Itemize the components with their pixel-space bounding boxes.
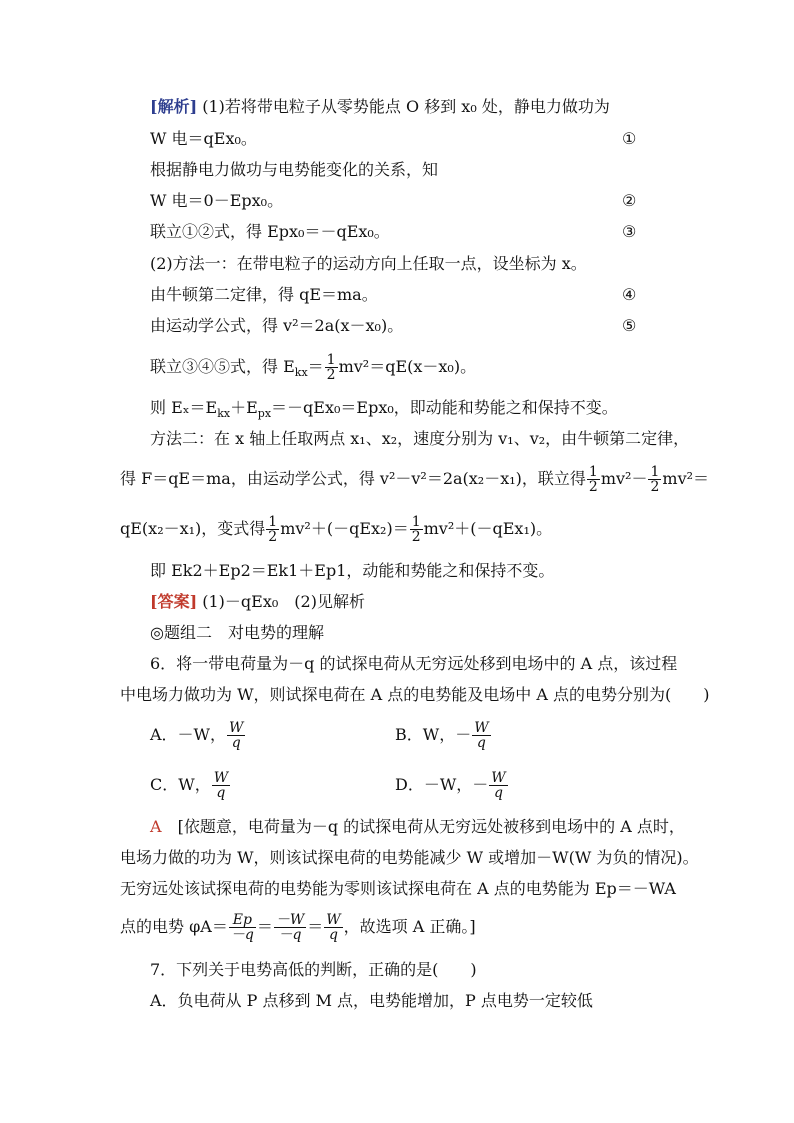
fraction-ep-over-neg-q: $\frac{Ep}{-q}$: [230, 912, 254, 943]
equation-3: 联立①②式，得 Epx₀＝－qEx₀。: [150, 222, 390, 241]
eq-number-3: ③: [622, 222, 637, 241]
method-two-equation: 得 F＝qE＝ma，由运动学公式，得 v²－v²＝2a(x₂－x₁)，联立得 $\frac{1}{2}$ mv²－ $\frac{1}{2}$ mv²＝: [120, 464, 710, 495]
fraction-half: $\frac{1}{2}$: [326, 352, 336, 383]
option-a: A．－W， $\frac{W}{q}$: [150, 720, 244, 751]
equation-1: W 电＝qEx₀。: [150, 129, 257, 148]
solution-line-1: A [依题意，电荷量为－q 的试探电荷从无穷远处被移到电场中的 A 点时，: [150, 817, 685, 836]
option-c: C．W， $\frac{W}{q}$: [150, 770, 229, 801]
answer-letter: A: [150, 817, 162, 836]
conclusion-line: 则 $E_x=E_{kx}+E_{px}=-qEx_0=Epx_0$，即动能和势能之和保持不变。: [150, 398, 618, 421]
fraction-half: $\frac{1}{2}$: [268, 514, 278, 545]
eq-number-4: ④: [622, 285, 637, 304]
fraction-half: $\frac{1}{2}$: [588, 464, 598, 495]
fraction-half: $\frac{1}{2}$: [650, 464, 660, 495]
fraction-w-over-q: $\frac{W}{q}$: [491, 770, 506, 801]
fraction-w-over-q: $\frac{W}{q}$: [213, 770, 229, 801]
transform-equation: qE(x₂－x₁)，变式得 $\frac{1}{2}$ mv²＋(－qEx₂)＝ $\frac{1}{2}$ mv²＋(－qEx₁)。: [120, 514, 553, 545]
combined-equation: 联立③④⑤式，得 $E_{kx}=$ $\frac{1}{2}$ mv²＝qE(x－x₀)。: [150, 352, 477, 383]
answer-line: [答案] (1)－qEx₀ (2)见解析: [150, 592, 365, 611]
text-line: 根据静电力做功与电势能变化的关系，知: [150, 160, 439, 179]
question-7: 7．下列关于电势高低的判断，正确的是( ): [150, 960, 477, 979]
analysis-tag: [解析]: [150, 97, 198, 116]
equation-4: 由牛顿第二定律，得 qE＝ma。: [150, 285, 378, 304]
fraction-neg-w-over-neg-q: $\frac{-W}{-q}$: [275, 912, 305, 943]
eq-number-2: ②: [622, 191, 637, 210]
question-7-option-a: A．负电荷从 P 点移到 M 点，电势能增加，P 点电势一定较低: [150, 991, 593, 1010]
solution-line-3: 无穷远处该试探电荷的电势能为零则该试探电荷在 A 点的电势能为 Ep＝－WA: [120, 879, 676, 898]
option-d: D．－W，－ $\frac{W}{q}$: [395, 770, 506, 801]
eq-number-5: ⑤: [622, 316, 637, 335]
question-6-line-1: 6．将一带电荷量为－q 的试探电荷从无穷远处移到电场中的 A 点，该过程: [150, 654, 678, 673]
method-two-line: 方法二：在 x 轴上任取两点 x₁、x₂，速度分别为 v₁、v₂，由牛顿第二定律，: [150, 429, 690, 448]
energy-conservation-line: 即 Ek2＋Ep2＝Ek1＋Ep1，动能和势能之和保持不变。: [150, 561, 555, 580]
fraction-w-over-q: $\frac{W}{q}$: [229, 720, 244, 751]
answer-tag: [答案]: [150, 592, 198, 611]
section-heading: ◎题组二 对电势的理解: [150, 623, 324, 642]
option-b: B．W，－ $\frac{W}{q}$: [395, 720, 489, 751]
solution-line-2: 电场力做的功为 W，则该试探电荷的电势能减少 W 或增加－W(W 为负的情况)。: [120, 848, 699, 867]
method-one-line: (2)方法一：在带电粒子的运动方向上任取一点，设坐标为 x。: [150, 254, 587, 273]
fraction-w-over-q: $\frac{W}{q}$: [326, 912, 341, 943]
solution-line-4: 点的电势 φA＝ $\frac{Ep}{-q}$ ＝ $\frac{-W}{-q}$ ＝ $\frac{W}{q}$ ，故选项 A 正确。]: [120, 912, 476, 943]
equation-2: W 电＝0－Epx₀。: [150, 191, 284, 210]
fraction-w-over-q: $\frac{W}{q}$: [474, 720, 489, 751]
fraction-half: $\frac{1}{2}$: [411, 514, 421, 545]
equation-5: 由运动学公式，得 v²＝2a(x－x₀)。: [150, 316, 404, 335]
question-6-line-2: 中电场力做功为 W，则试探电荷在 A 点的电势能及电场中 A 点的电势分别为( ): [120, 685, 710, 704]
eq-number-1: ①: [622, 129, 637, 148]
analysis-line-1: [解析] (1)若将带电粒子从零势能点 O 移到 x₀ 处，静电力做功为: [150, 97, 610, 116]
